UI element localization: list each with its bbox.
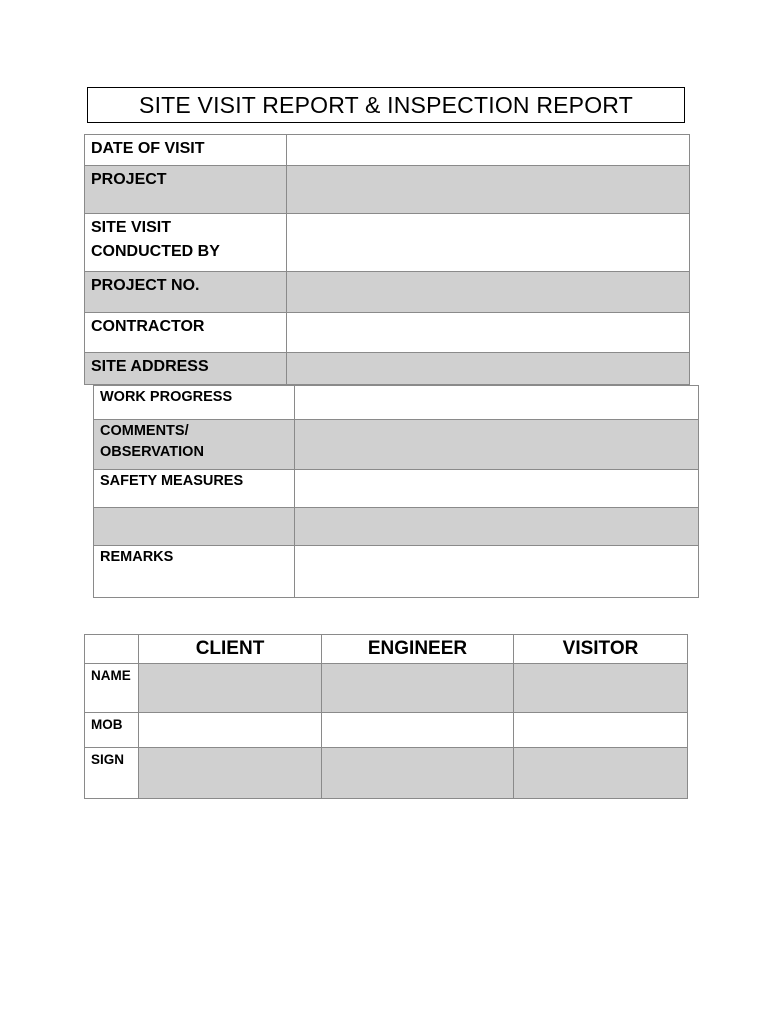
comments-label: COMMENTS/ OBSERVATION: [94, 420, 295, 470]
contractor-field[interactable]: [287, 313, 690, 353]
row-mob: [85, 713, 688, 748]
inspection-table: [93, 385, 699, 598]
safety-measures-label: SAFETY MEASURES: [94, 470, 295, 508]
row-project-no: [85, 272, 690, 313]
work-progress-label: WORK PROGRESS: [94, 386, 295, 420]
row-comments: [94, 420, 699, 470]
date-of-visit-field[interactable]: [287, 135, 690, 166]
conducted-by-field[interactable]: [287, 214, 690, 272]
row-site-address: [85, 353, 690, 385]
site-address-label: SITE ADDRESS: [85, 353, 287, 385]
project-label: PROJECT: [85, 166, 287, 214]
visitor-sign-field[interactable]: [514, 748, 688, 799]
site-address-field[interactable]: [287, 353, 690, 385]
engineer-sign-field[interactable]: [322, 748, 514, 799]
signatures-header-row: [85, 635, 688, 664]
engineer-name-field[interactable]: [322, 664, 514, 713]
row-work-progress: [94, 386, 699, 420]
client-name-field[interactable]: [139, 664, 322, 713]
client-sign-field[interactable]: [139, 748, 322, 799]
column-client: CLIENT: [139, 635, 322, 664]
row-remarks: [94, 546, 699, 598]
column-visitor: VISITOR: [514, 635, 688, 664]
project-no-field[interactable]: [287, 272, 690, 313]
name-label: NAME: [85, 664, 139, 713]
engineer-mob-field[interactable]: [322, 713, 514, 748]
contractor-label: CONTRACTOR: [85, 313, 287, 353]
row-project: [85, 166, 690, 214]
work-progress-field[interactable]: [295, 386, 699, 420]
client-mob-field[interactable]: [139, 713, 322, 748]
row-contractor: [85, 313, 690, 353]
blank-label: [94, 508, 295, 546]
row-safety-measures: [94, 470, 699, 508]
row-blank: [94, 508, 699, 546]
column-engineer: ENGINEER: [322, 635, 514, 664]
visitor-mob-field[interactable]: [514, 713, 688, 748]
date-of-visit-label: DATE OF VISIT: [85, 135, 287, 166]
signatures-table: [84, 634, 688, 799]
document-title: [87, 87, 685, 123]
row-date-of-visit: [85, 135, 690, 166]
row-name: [85, 664, 688, 713]
remarks-label: REMARKS: [94, 546, 295, 598]
mob-label: MOB: [85, 713, 139, 748]
row-sign: [85, 748, 688, 799]
blank-field[interactable]: [295, 508, 699, 546]
project-no-label: PROJECT NO.: [85, 272, 287, 313]
document-title-text: SITE VISIT REPORT & INSPECTION REPORT: [139, 91, 633, 118]
corner-cell: [85, 635, 139, 664]
sign-label: SIGN: [85, 748, 139, 799]
remarks-field[interactable]: [295, 546, 699, 598]
row-conducted-by: [85, 214, 690, 272]
project-field[interactable]: [287, 166, 690, 214]
safety-measures-field[interactable]: [295, 470, 699, 508]
site-details-table: [84, 134, 690, 385]
visitor-name-field[interactable]: [514, 664, 688, 713]
conducted-by-label: SITE VISIT CONDUCTED BY: [85, 214, 287, 272]
comments-field[interactable]: [295, 420, 699, 470]
